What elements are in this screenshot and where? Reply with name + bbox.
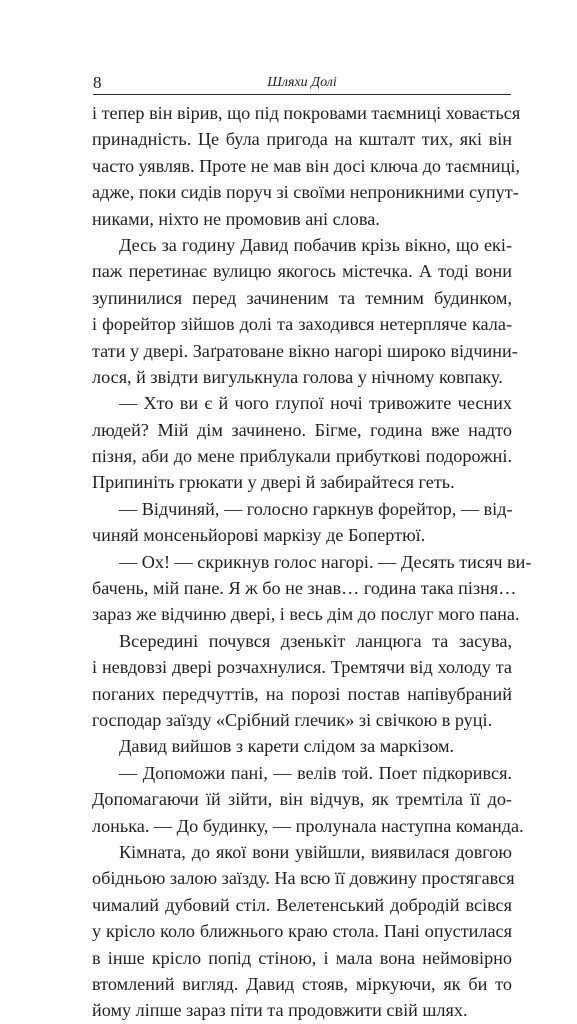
text-line: лося, й звідти вигулькнула голова у нічному ковпаку. xyxy=(92,366,503,387)
body-text xyxy=(92,100,532,1024)
text-line: і форейтор зійшов долі та заходився нетерпляче кала- xyxy=(92,314,512,335)
text-line: — Відчиняй, — голосно гаркнув форейтор, — від- xyxy=(119,498,513,519)
text-line: поганих передчуттів, на порозі постав напівубраний xyxy=(92,683,512,704)
text-line: людей? Мій дім зачинено. Бігме, година вже надто xyxy=(92,419,512,440)
paragraph xyxy=(92,733,512,759)
text-line: і невдовзі двері розчахнулися. Тремтячи від холоду та xyxy=(92,657,512,678)
text-line: адже, поки сидів поруч зі своїми непроникними супут- xyxy=(92,182,519,203)
text-line: Давид вийшов з карети слідом за маркізом. xyxy=(119,736,455,757)
text-line: паж перетинає вулицю якогось містечка. А тоді вони xyxy=(92,261,512,282)
text-line: Всередині почувся дзенькіт ланцюга та засува, xyxy=(119,630,512,651)
text-line: Кімната, до якої вони увійшли, виявилася довгою xyxy=(119,841,512,862)
text-line: в інше крісло попід стіною, і мала вона неймовірно xyxy=(92,947,512,968)
text-line: никами, ніхто не промовив ані слова. xyxy=(92,208,380,229)
text-line: — Хто ви є й чого глупої ночі тривожите чесних xyxy=(119,393,512,414)
text-line: чиняй монсеньйорові маркізу де Бопертюї. xyxy=(92,525,426,546)
text-line: бачень, мій пане. Я ж бо не знав… година така пізня… xyxy=(92,578,517,599)
text-line: Допомагаючи їй зійти, він відчув, як тремтіла її до- xyxy=(92,789,512,810)
text-line: Припиніть грюкати у двері й забирайтеся геть. xyxy=(92,472,455,493)
text-line: принадність. Це була пригода на кшталт тих, які він xyxy=(92,129,512,150)
paragraph xyxy=(92,760,524,839)
paragraph xyxy=(92,232,518,390)
paragraph xyxy=(92,628,512,734)
text-line: тати у двері. Заґратоване вікно нагорі широко відчини- xyxy=(92,340,518,361)
text-line: — Ох! — скрикнув голос нагорі. — Десять тисяч ви- xyxy=(119,551,532,572)
text-line: Десь за годину Давид побачив крізь вікно, що екі- xyxy=(119,234,512,255)
text-line: зараз же відчиню двері, і весь дім до послуг мого пана. xyxy=(92,604,520,625)
text-line: — Допоможи пані, — велів той. Поет підкорився. xyxy=(119,762,512,783)
text-line: зупинилися перед зачиненим та темним будинком, xyxy=(92,287,512,308)
text-line: йому ліпше зараз піти та продовжити свій шлях. xyxy=(92,1000,468,1021)
text-line: чималий дубовий стіл. Велетенський добродій всівся xyxy=(92,894,512,915)
text-line: лонька. — До будинку, — пролунала наступна команда. xyxy=(92,815,524,836)
text-line: пізня, аби до мене приблукали прибуткові подорожні. xyxy=(92,446,512,467)
text-line: втомлений вигляд. Давид стояв, міркуючи, як би то xyxy=(92,973,512,994)
paragraph xyxy=(92,390,512,496)
text-line: у крісло коло ближнього краю стола. Пані опустилася xyxy=(92,921,512,942)
paragraph xyxy=(92,549,532,628)
text-line: і тепер він вірив, що під покровами таємниці ховається xyxy=(92,103,521,123)
paragraph xyxy=(92,100,521,232)
paragraph xyxy=(92,839,515,1024)
paragraph xyxy=(92,496,512,549)
page-number: 8 xyxy=(93,73,102,92)
page-header xyxy=(93,74,511,95)
text-line: часто уявляв. Проте не мав він досі ключа до таємниці, xyxy=(92,155,520,176)
text-line: обідньою залою заїзду. На всю її довжину простягався xyxy=(92,868,515,889)
running-title: Шляхи Долі xyxy=(267,75,337,90)
text-line: господар заїзду «Срібний глечик» зі свічкою в руці. xyxy=(92,709,493,730)
